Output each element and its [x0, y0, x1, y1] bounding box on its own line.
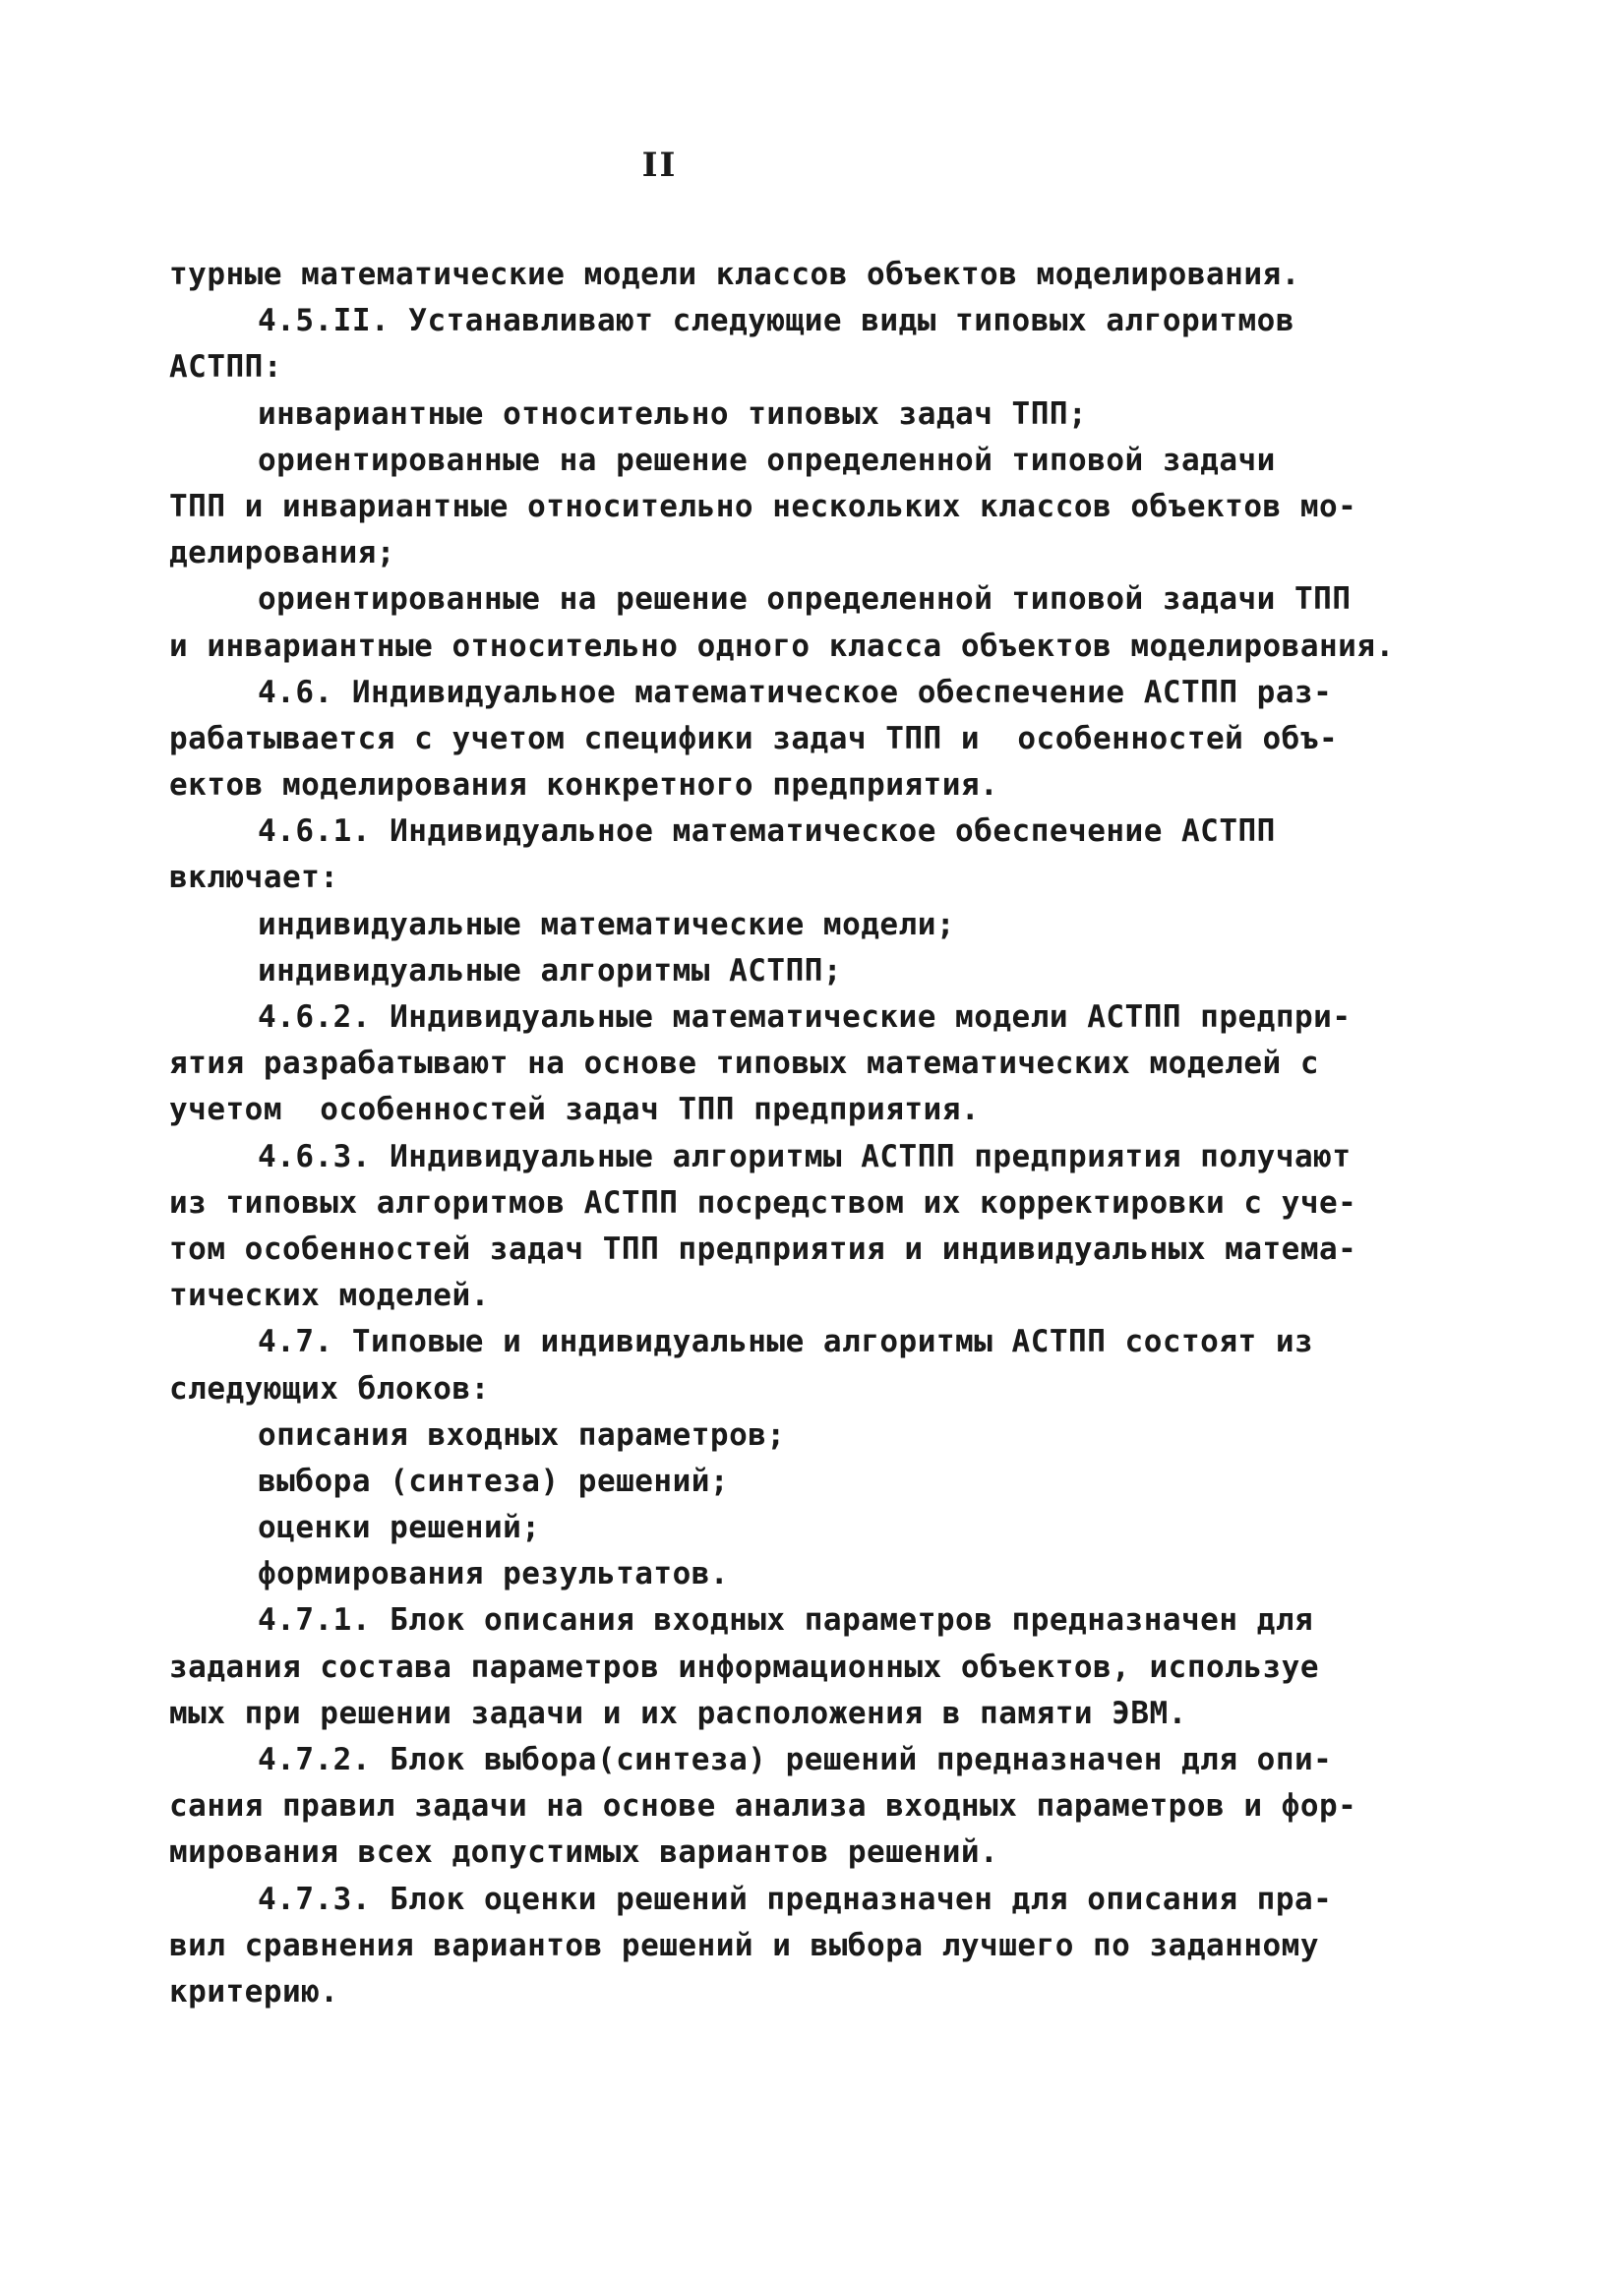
page-number: II	[641, 146, 678, 185]
text-line: и инвариантные относительно одного класса объектов моделирования.	[169, 628, 1395, 664]
text-line: 4.7. Типовые и индивидуальные алгоритмы АСТПП состоят из	[258, 1324, 1314, 1360]
text-line: том особенностей задач ТПП предприятия и индивидуальных матема-	[169, 1231, 1357, 1267]
text-line: выбора (синтеза) решений;	[258, 1463, 730, 1499]
text-line: вил сравнения вариантов решений и выбора лучшего по заданному	[169, 1927, 1319, 1963]
text-line: 4.6. Индивидуальное математическое обеспечение АСТПП раз-	[258, 674, 1333, 710]
text-line: описания входных параметров;	[258, 1416, 786, 1453]
body-text	[169, 252, 1395, 2015]
text-line: 4.7.2. Блок выбора(синтеза) решений предназначен для опи-	[258, 1742, 1333, 1777]
text-line: оценки решений;	[258, 1510, 541, 1546]
text-line: 4.6.3. Индивидуальные алгоритмы АСТПП предприятия получают	[258, 1138, 1352, 1174]
text-line: из типовых алгоритмов АСТПП посредством их корректировки с уче-	[169, 1184, 1357, 1221]
text-line: ориентированные на решение определенной типовой задачи	[258, 442, 1276, 478]
text-line: инвариантные относительно типовых задач ТПП;	[258, 395, 1088, 432]
text-line: задания состава параметров информационных объектов, используе	[169, 1649, 1319, 1685]
text-line: ектов моделирования конкретного предприятия.	[169, 767, 999, 804]
text-line: ятия разрабатывают на основе типовых математических моделей с	[169, 1046, 1319, 1082]
text-line: тических моделей.	[169, 1278, 490, 1314]
text-line: формирования результатов.	[258, 1556, 730, 1592]
text-line: учетом особенностей задач ТПП предприятия.	[169, 1092, 981, 1128]
text-line: турные математические модели классов объектов моделирования.	[169, 257, 1300, 292]
text-line: ТПП и инвариантные относительно нескольких классов объектов мо-	[169, 488, 1357, 524]
text-line: рабатывается с учетом специфики задач ТПП и особенностей объ-	[169, 720, 1339, 756]
text-line: делирования;	[169, 535, 395, 571]
text-line: индивидуальные математические модели;	[258, 906, 956, 942]
text-line: ориентированные на решение определенной типовой задачи ТПП	[258, 581, 1352, 618]
text-line: АСТПП:	[169, 349, 282, 386]
text-line: 4.7.1. Блок описания входных параметров предназначен для	[258, 1602, 1314, 1639]
text-line: включает:	[169, 860, 339, 896]
text-line: сания правил задачи на основе анализа входных параметров и фор-	[169, 1788, 1357, 1825]
text-line: 4.7.3. Блок оценки решений предназначен для описания пра-	[258, 1881, 1333, 1917]
text-line: следующих блоков:	[169, 1370, 490, 1407]
text-line: критерию.	[169, 1973, 339, 2010]
text-line: мирования всех допустимых вариантов решений.	[169, 1834, 999, 1871]
text-line: индивидуальные алгоритмы АСТПП;	[258, 952, 843, 989]
text-line: 4.6.1. Индивидуальное математическое обеспечение АСТПП	[258, 813, 1276, 850]
text-line: 4.6.2. Индивидуальные математические модели АСТПП предпри-	[258, 999, 1352, 1035]
text-line: мых при решении задачи и их расположения в памяти ЭВМ.	[169, 1695, 1187, 1731]
text-line: 4.5.II. Устанавливают следующие виды типовых алгоритмов	[258, 303, 1294, 339]
